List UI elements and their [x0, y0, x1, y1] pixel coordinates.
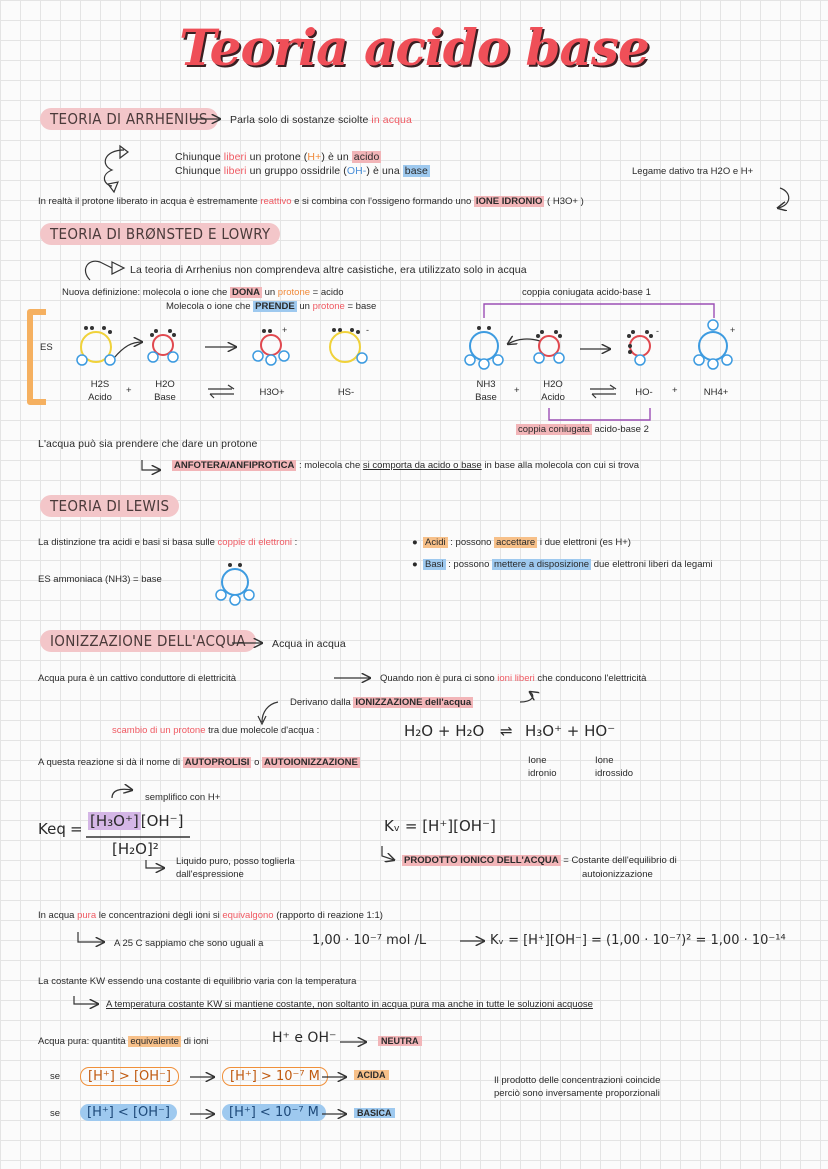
svg-text:+: +	[730, 325, 736, 335]
keq-numerator: [H₃O⁺] [OH⁻]	[90, 812, 184, 830]
keq-symbol: Keq	[38, 820, 66, 838]
molecule-h2s-drawing	[77, 326, 115, 365]
ione-idrossido-label: Ione idrossido	[595, 755, 634, 779]
lewis-example: ES ammoniaca (NH3) = base	[38, 574, 162, 585]
plus-sign-2: +	[514, 385, 520, 396]
equation-left: H₂O + H₂O	[404, 722, 485, 740]
neutral-ions: H⁺ e OH⁻	[272, 1030, 337, 1046]
plus-sign-3: +	[672, 385, 678, 396]
base-threshold: [H⁺] < 10⁻⁷ M	[222, 1104, 326, 1121]
equation-arrow: ⇌	[500, 722, 513, 740]
svg-text:+: +	[282, 325, 288, 335]
kw-constant: A temperatura costante KW si mantiene costante, non soltanto in acqua pura ma anche in tutte le soluzioni acquose	[106, 999, 593, 1010]
section-heading-arrhenius: TEORIA DI ARRHENIUS	[40, 108, 218, 130]
molecule-h3o: H3O+	[259, 387, 285, 398]
bronsted-intro: La teoria di Arrhenius non comprendeva altre casistiche, era utilizzato solo in acqua	[130, 264, 527, 276]
bracket-decoration	[30, 312, 46, 402]
proton-exchange: scambio di un protone tra due molecole d'acqua :	[112, 725, 320, 736]
kw-temperature: La costante KW essendo una costante di equilibrio varia con la temperatura	[38, 976, 357, 987]
molecule-nh4: NH4+	[703, 387, 729, 398]
equation-right: H₃O⁺ + HO⁻	[525, 722, 616, 740]
molecule-hs-drawing	[330, 325, 369, 363]
ione-idronio-label: Ione idronio	[528, 755, 557, 779]
derives-from: Derivano dalla IONIZZAZIONE dell'acqua	[290, 697, 472, 708]
base-tag: BASICA	[354, 1108, 395, 1118]
molecule-h2o-base: H2O Base	[154, 379, 176, 403]
svg-text:-: -	[656, 326, 659, 336]
if-label-acid: se	[50, 1071, 61, 1082]
curved-arrow-icon	[778, 188, 789, 208]
molecule-hs: HS-	[337, 387, 355, 398]
acid-threshold: [H⁺] > 10⁻⁷ M	[222, 1067, 328, 1086]
conjugate-pair-1-bracket	[484, 304, 714, 318]
pure-water-concentrations: In acqua pura le concentrazioni degli ioni si equivalgono (rapporto di reazione 1:1)	[38, 910, 383, 921]
kw-calculation: Kᵥ = [H⁺][OH⁻] = (1,00 · 10⁻⁷)² = 1,00 · 10⁻¹⁴	[490, 933, 786, 948]
keq-denominator: [H₂O]²	[112, 840, 159, 858]
molecule-nh4-drawing	[694, 320, 735, 369]
arrhenius-base-line: Chiunque liberi un gruppo ossidrile (OH-) è una base	[175, 165, 428, 177]
neutral-tag: NEUTRA	[378, 1036, 422, 1046]
bronsted-def-base: Molecola o ione che PRENDE un protone = base	[166, 301, 377, 312]
molecule-h2o-acid: H2O Acido	[541, 379, 565, 403]
arrhenius-acid-line: Chiunque liberi un protone (H+) è un acido	[175, 151, 380, 163]
conjugate-pair-2-bracket	[549, 408, 650, 420]
molecule-ho: HO-	[635, 387, 653, 398]
molecule-h2s: H2S Acido	[88, 379, 112, 403]
ionic-product: PRODOTTO IONICO DELL'ACQUA = Costante dell'equilibrio di	[404, 855, 677, 866]
molecule-ho-drawing	[627, 326, 659, 365]
section-heading-bronsted: TEORIA DI BRØNSTED E LOWRY	[40, 223, 280, 245]
ionic-product-2: autoionizzazione	[582, 869, 653, 880]
kw-expression: Kᵥ = [H⁺][OH⁻]	[384, 817, 496, 835]
ionization-note: Acqua in acqua	[272, 638, 346, 650]
lewis-bases: ● Basi : possono mettere a disposizione due elettroni liberi da legami	[412, 559, 713, 570]
molecule-h3o-drawing	[253, 325, 289, 365]
equilibrium-arrow-icon	[208, 385, 234, 398]
section-heading-ionization: IONIZZAZIONE DELL'ACQUA	[40, 630, 256, 652]
molecule-h2o-drawing	[148, 329, 178, 362]
lewis-distinction: La distinzione tra acidi e basi si basa sulle coppie di elettroni :	[38, 537, 298, 548]
conjugate-pair-2-label: coppia coniugata acido-base 2	[518, 424, 649, 435]
concentration-value: 1,00 · 10⁻⁷ mol /L	[312, 933, 427, 948]
dative-bond-note: Legame dativo tra H2O e H+	[632, 166, 754, 177]
product-note: Il prodotto delle concentrazioni coincide perciò sono inversamente proporzionali	[494, 1075, 661, 1099]
plus-sign: +	[126, 385, 132, 396]
lewis-acids: ● Acidi : possono accettare i due elettroni (es H+)	[412, 537, 631, 548]
keq-equals: =	[70, 820, 83, 838]
curly-arrow-icon	[104, 150, 124, 186]
bad-conductor: Acqua pura è un cattivo conduttore di elettricità	[38, 673, 237, 684]
acid-condition: [H⁺] > [OH⁻]	[80, 1067, 179, 1086]
curly-arrow-icon-2	[85, 261, 112, 280]
molecule-nh3-drawing	[465, 326, 503, 369]
pure-liquid-note: Liquido puro, posso toglierla dall'espressione	[176, 856, 295, 880]
example-label: ES	[40, 342, 53, 353]
page-title: Teoria acido base	[179, 18, 649, 77]
section-heading-lewis: TEORIA DI LEWIS	[40, 495, 179, 517]
molecule-h2o-drawing-2	[534, 330, 564, 363]
water-amphoteric-note: L'acqua può sia prendere che dare un protone	[38, 438, 258, 450]
acid-tag: ACIDA	[354, 1070, 389, 1080]
molecule-nh3-lewis-drawing	[216, 563, 254, 605]
base-condition: [H⁺] < [OH⁻]	[80, 1104, 177, 1121]
arrhenius-reality: In realtà il protone liberato in acqua è estremamente reattivo e si combina con l'ossigeno formando uno IONE IDRONIO ( H3O+ )	[38, 196, 584, 207]
bronsted-def-acid: Nuova definizione: molecola o ione che DONA un protone = acido	[62, 287, 344, 298]
autoprotolysis: A questa reazione si dà il nome di AUTOPROLISI o AUTOIONIZZAZIONE	[38, 757, 358, 768]
amphoteric-definition: ANFOTERA/ANFIPROTICA : molecola che si comporta da acido o base in base alla molecola con cui si trova	[174, 460, 640, 471]
svg-text:-: -	[366, 325, 369, 335]
at-25-note: A 25 C sappiamo che sono uguali a	[114, 938, 264, 949]
neutral-water: Acqua pura: quantità equivalente di ioni	[38, 1036, 209, 1047]
simplify-note: semplifico con H+	[145, 792, 221, 803]
impure-water: Quando non è pura ci sono ioni liberi che conducono l'elettricità	[380, 673, 647, 684]
molecule-nh3: NH3 Base	[475, 379, 497, 403]
if-label-base: se	[50, 1108, 61, 1119]
arrhenius-note: Parla solo di sostanze sciolte in acqua	[230, 114, 412, 126]
conjugate-pair-1-label: coppia coniugata acido-base 1	[522, 287, 651, 298]
